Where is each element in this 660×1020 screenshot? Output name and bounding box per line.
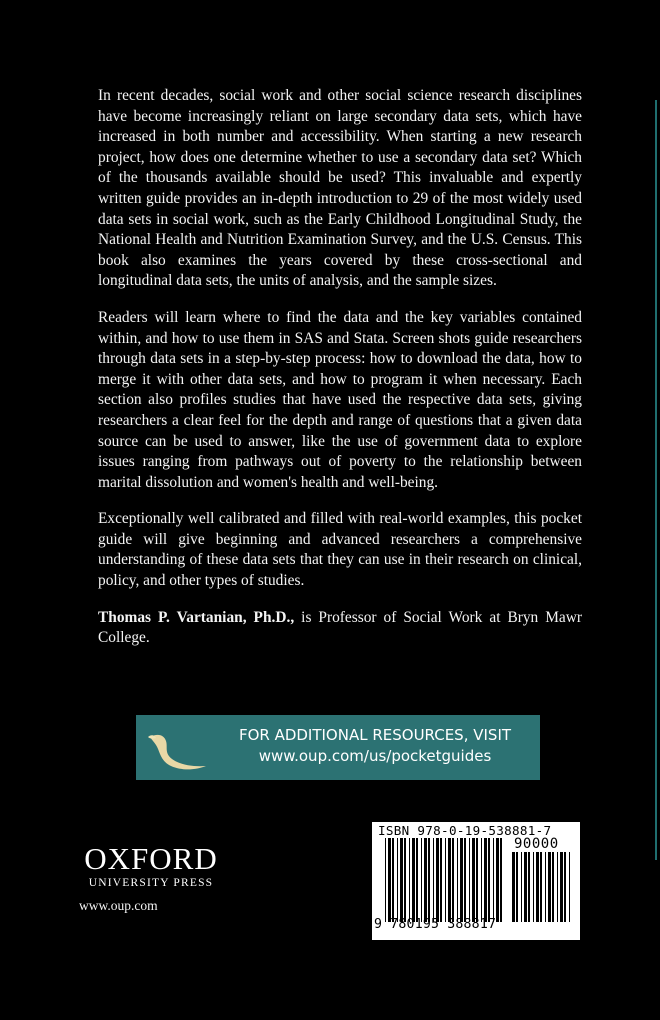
barcode-bar: [460, 838, 463, 922]
barcode-bar: [472, 838, 475, 922]
publisher-logo: [78, 842, 224, 890]
barcode-bar: [493, 838, 494, 922]
barcode-bar: [569, 852, 570, 922]
barcode-bar: [392, 838, 394, 922]
resources-heading: FOR ADDITIONAL RESOURCES, VISIT: [238, 726, 512, 744]
barcode-bar: [540, 852, 542, 922]
barcode-bar: [500, 838, 502, 922]
barcode-bar: [488, 838, 490, 922]
ean-barcode: [385, 838, 507, 922]
barcode-bar: [409, 838, 410, 922]
barcode-bar: [476, 838, 478, 922]
pocket-guide-logo-icon: [138, 717, 214, 778]
spine-edge-line: [655, 100, 657, 860]
resources-banner: [136, 715, 540, 780]
resources-url-link[interactable]: www.oup.com/us/pocketguides: [258, 747, 492, 765]
barcode-bar: [496, 838, 499, 922]
barcode-bar: [521, 852, 522, 922]
isbn-label: ISBN 978-0-19-538881-7: [378, 823, 552, 838]
publisher-name: OXFORD: [84, 841, 218, 876]
barcode-bar: [400, 838, 403, 922]
barcode-bar: [416, 838, 418, 922]
barcode-bar: [412, 838, 415, 922]
price-code: 90000: [514, 836, 559, 852]
barcode-bar: [533, 852, 534, 922]
barcode-bar: [448, 838, 451, 922]
barcode-bar: [557, 852, 558, 922]
barcode-bar: [388, 838, 391, 922]
barcode-bar: [428, 838, 430, 922]
book-description: [98, 86, 582, 665]
barcode-bar: [440, 838, 442, 922]
author-bio-text: is Professor of Social Work at Bryn Mawr College.: [98, 608, 582, 647]
ean-digits: 9 780195 388817: [374, 917, 497, 932]
barcode-bar: [512, 852, 515, 922]
barcode-bar: [404, 838, 406, 922]
author-bio: [98, 608, 582, 649]
barcode-bar: [397, 838, 398, 922]
author-name: Thomas P. Vartanian, Ph.D.,: [98, 608, 295, 626]
barcode-bar: [452, 838, 454, 922]
resources-text: [220, 725, 530, 767]
barcode-bar: [481, 838, 482, 922]
barcode-bar: [457, 838, 458, 922]
barcode-bar: [536, 852, 539, 922]
barcode-bar: [516, 852, 518, 922]
description-paragraph-3: Exceptionally well calibrated and filled with real-world examples, this pocket guide will give beginning and advanced researchers a comprehensive understanding of these data sets that they can use in their research on clinical, policy, and other types of studies.: [98, 510, 582, 590]
barcode-bar: [464, 838, 466, 922]
barcode-bar: [421, 838, 422, 922]
barcode-bar: [564, 852, 566, 922]
publisher-subtitle: UNIVERSITY PRESS: [88, 877, 214, 889]
barcode-bar: [436, 838, 439, 922]
barcode-bar: [560, 852, 563, 922]
barcode-bar: [484, 838, 487, 922]
description-paragraph-2: Readers will learn where to find the data and the key variables contained within, and how to use them in SAS and Stata. Screen shots guide researchers through data sets in a step-by-step process: how to download the data, how to merge it with other data sets, and how to program it when necessary. Each section also profiles studies that have used the respective data sets, giving researchers a clear feel for the depth and range of questions that a given data source can be used to answer, like the use of government data to explore issues ranging from pathways out of poverty to the relationship between marital dissolution and women's health and well-being.: [98, 308, 582, 491]
barcode-bar: [552, 852, 554, 922]
barcode-bar: [424, 838, 427, 922]
barcode-bar: [433, 838, 434, 922]
barcode-bar: [469, 838, 470, 922]
barcode-bar: [528, 852, 530, 922]
barcode-bar: [545, 852, 546, 922]
addon-barcode: [512, 852, 574, 922]
barcode-bar: [385, 838, 386, 922]
description-paragraph-1: In recent decades, social work and other social science research disciplines have become increasingly reliant on large secondary data sets, which have increased in both number and accessibility. When starting a new research project, how does one determine whether to use a secondary data set? Which of the thousands available should be used? This invaluable and expertly written guide provides an in-depth introduction to 29 of the most widely used data sets in social work, such as the Early Childhood Longitudinal Study, the National Health and Nutrition Examination Survey, and the U.S. Census. This book also examines the years covered by these cross-sectional and longitudinal data sets, the units of analysis, and the sample sizes.: [98, 87, 582, 290]
barcode-bar: [445, 838, 446, 922]
barcode-bar: [524, 852, 527, 922]
publisher-website-link[interactable]: www.oup.com: [79, 898, 158, 913]
barcode-bar: [548, 852, 551, 922]
